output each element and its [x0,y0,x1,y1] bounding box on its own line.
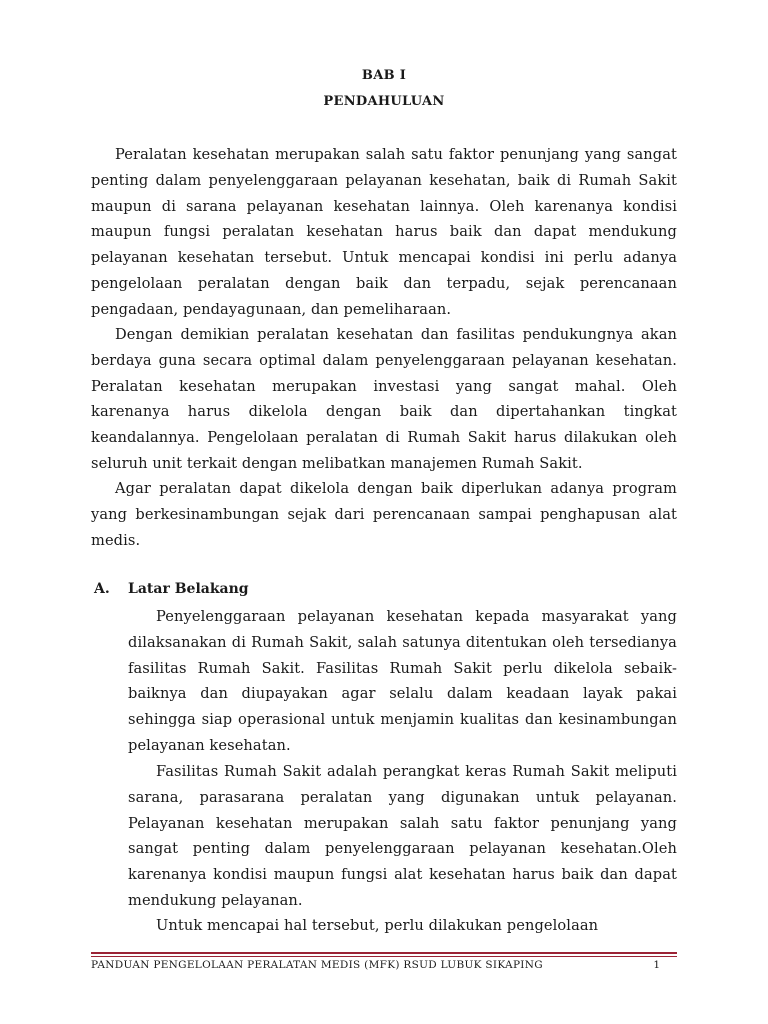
section-paragraph-2: Fasilitas Rumah Sakit adalah perangkat keras Rumah Sakit meliputi sarana, parasarana peralatan yang digunakan untuk pelayanan. Pelayanan kesehatan merupakan salah satu faktor penunjang yang sangat penting dalam penyelenggaraan pelayanan kesehatan.Oleh karenanya kondisi maupun fungsi alat kesehatan harus baik dan dapat mendukung pelayanan. [128,763,677,909]
chapter-heading: BAB I [361,68,407,83]
intro-paragraph-1: Peralatan kesehatan merupakan salah satu faktor penunjang yang sangat penting dalam penyelenggaraan pelayanan kesehatan, baik di Rumah Sakit maupun di sarana pelayanan kesehatan lainnya. Oleh karenanya kondisi maupun fungsi peralatan kesehatan harus baik dan dapat mendukung pelayanan kesehatan tersebut. Untuk mencapai kondisi ini perlu adanya pengelolaan peralatan dengan baik dan terpadu, sejak perencanaan pengadaan, pendayagunaan, dan pemeliharaan. [91,146,677,318]
section-letter: A. [94,581,110,597]
footer-text: PANDUAN PENGELOLAAN PERALATAN MEDIS (MFK) RSUD LUBUK SIKAPING [91,959,543,971]
section-paragraph-1: Penyelenggaraan pelayanan kesehatan kepada masyarakat yang dilaksanakan di Rumah Sakit, salah satunya ditentukan oleh tersedianya fasilitas Rumah Sakit. Fasilitas Rumah Sakit perlu dikelola sebaik-baiknya dan diupayakan agar selalu dalam keadaan layak pakai sehingga siap operasional untuk menjamin kualitas dan kesinambungan pelayanan kesehatan. [128,608,677,754]
footer-divider-thin [91,956,677,957]
section-title: Latar Belakang [128,581,249,597]
section-heading [94,581,249,597]
section-paragraph-3: Untuk mencapai hal tersebut, perlu dilakukan pengelolaan [156,917,599,934]
intro-paragraph-2: Dengan demikian peralatan kesehatan dan fasilitas pendukungnya akan berdaya guna secara optimal dalam penyelenggaraan pelayanan kesehatan. Peralatan kesehatan merupakan investasi yang sangat mahal. Oleh karenanya harus dikelola dengan baik dan dipertahankan tingkat keandalannya. Pengelolaan peralatan di Rumah Sakit harus dilakukan oleh seluruh unit terkait dengan melibatkan manajemen Rumah Sakit. [91,326,677,472]
page-title: PENDAHULUAN [323,94,445,109]
page-number: 1 [653,959,660,971]
footer-divider-thick [91,952,677,954]
intro-paragraph-3: Agar peralatan dapat dikelola dengan baik diperlukan adanya program yang berkesinambungan sejak dari perencanaan sampai penghapusan alat medis. [91,480,677,549]
footer-divider [91,952,677,958]
